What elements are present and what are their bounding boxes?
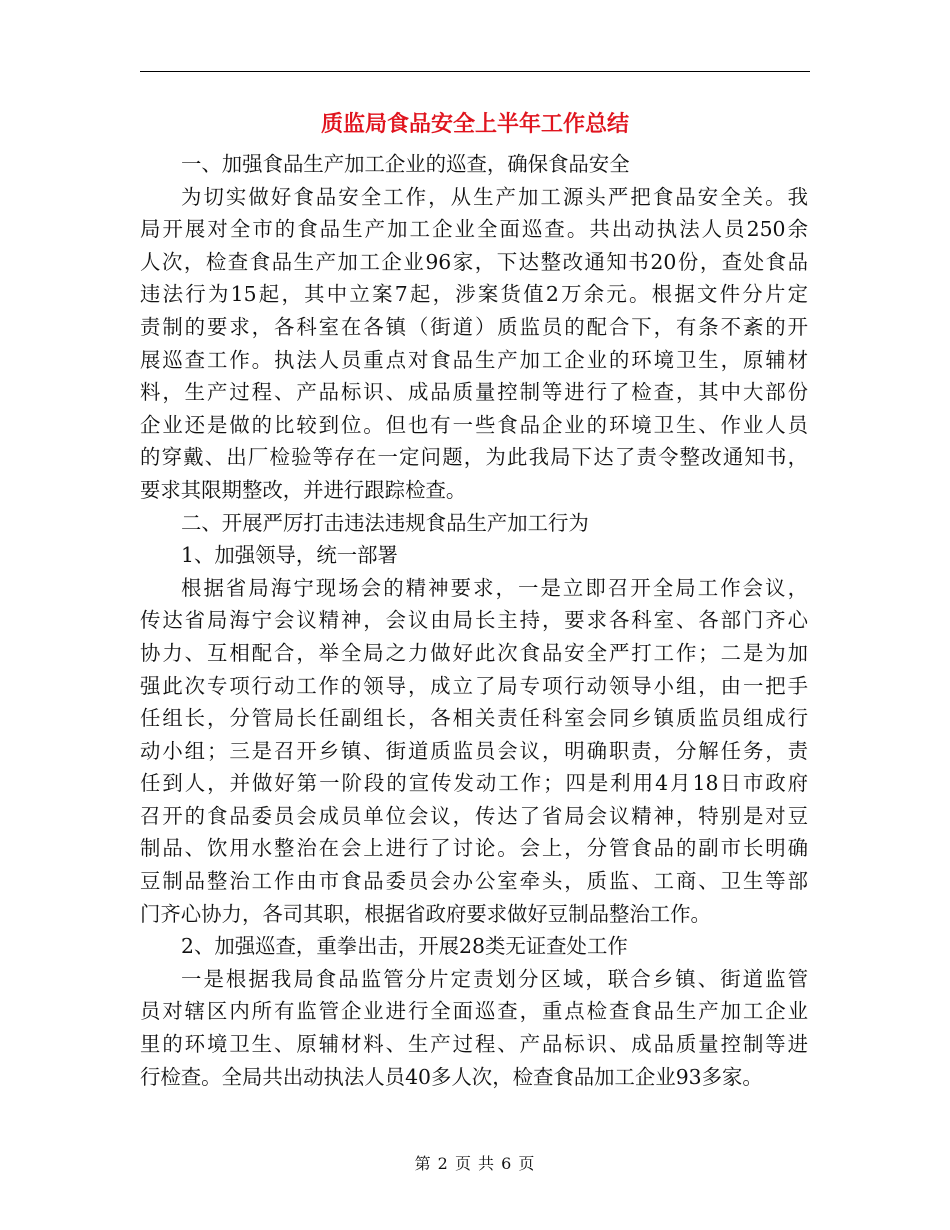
header-rule [140,71,810,72]
paragraph-line: 门齐心协力，各司其职，根据省政府要求做好豆制品整治工作。 [140,901,711,926]
paragraph-line: 根据省局海宁现场会的精神要求，一是立即召开全局工作会议， [181,575,808,600]
paragraph-line: 员对辖区内所有监管企业进行全面巡查，重点检查食品生产加工企业 [140,999,808,1024]
paragraph-line: 召开的食品委员会成员单位会议，传达了省局会议精神，特别是对豆 [140,803,808,828]
paragraph-line: 强此次专项行动工作的领导，成立了局专项行动领导小组，由一把手 [140,673,808,698]
document-title: 质监局食品安全上半年工作总结 [320,112,629,137]
paragraph-line: 一是根据我局食品监管分片定责划分区域，联合乡镇、街道监管 [181,966,808,991]
section-heading: 一、加强食品生产加工企业的巡查，确保食品安全 [181,152,630,176]
section-heading: 二、开展严厉打击违法违规食品生产加工行为 [181,510,589,535]
paragraph-line: 里的环境卫生、原辅材料、生产过程、产品标识、成品质量控制等进 [140,1032,808,1057]
document-body [140,148,808,1093]
paragraph-line: 人次，检查食品生产加工企业96家，下达整改通知书20份，查处食品 [140,249,808,274]
subsection-heading: 1、加强领导，统一部署 [181,543,398,568]
page-number-footer: 第 2 页 共 6 页 [414,1154,536,1173]
paragraph-line: 料，生产过程、产品标识、成品质量控制等进行了检查，其中大部份 [140,380,808,405]
paragraph-line: 任组长，分管局长任副组长，各相关责任科室会同乡镇质监员组成行 [140,706,808,731]
paragraph-line: 局开展对全市的食品生产加工企业全面巡查。共出动执法人员250余 [140,217,808,242]
paragraph-line: 行检查。全局共出动执法人员40多人次，检查食品加工企业93多家。 [140,1064,763,1089]
paragraph-line: 要求其限期整改，并进行跟踪检查。 [140,477,467,502]
paragraph-line: 传达省局海宁会议精神，会议由局长主持，要求各科室、各部门齐心 [140,608,808,633]
paragraph-line: 动小组；三是召开乡镇、街道质监员会议，明确职责，分解任务，责 [140,738,808,763]
paragraph-line: 责制的要求，各科室在各镇（街道）质监员的配合下，有条不紊的开 [140,314,808,339]
subsection-heading: 2、加强巡查，重拳出击，开展28类无证查处工作 [181,934,628,959]
paragraph-line: 的穿戴、出厂检验等存在一定问题，为此我局下达了责令整改通知书， [140,445,808,470]
paragraph-line: 制品、饮用水整治在会上进行了讨论。会上，分管食品的副市长明确 [140,836,808,861]
paragraph-line: 企业还是做的比较到位。但也有一些食品企业的环境卫生、作业人员 [140,412,808,437]
paragraph-line: 为切实做好食品安全工作，从生产加工源头严把食品安全关。我 [181,184,808,209]
paragraph-line: 豆制品整治工作由市食品委员会办公室牵头，质监、工商、卫生等部 [140,869,808,894]
paragraph-line: 展巡查工作。执法人员重点对食品生产加工企业的环境卫生，原辅材 [140,347,808,372]
paragraph-line: 协力、互相配合，举全局之力做好此次食品安全严打工作；二是为加 [140,640,808,665]
paragraph-line: 违法行为15起，其中立案7起，涉案货值2万余元。根据文件分片定 [140,282,808,307]
paragraph-line: 任到人，并做好第一阶段的宣传发动工作；四是利用4月18日市政府 [140,771,808,796]
